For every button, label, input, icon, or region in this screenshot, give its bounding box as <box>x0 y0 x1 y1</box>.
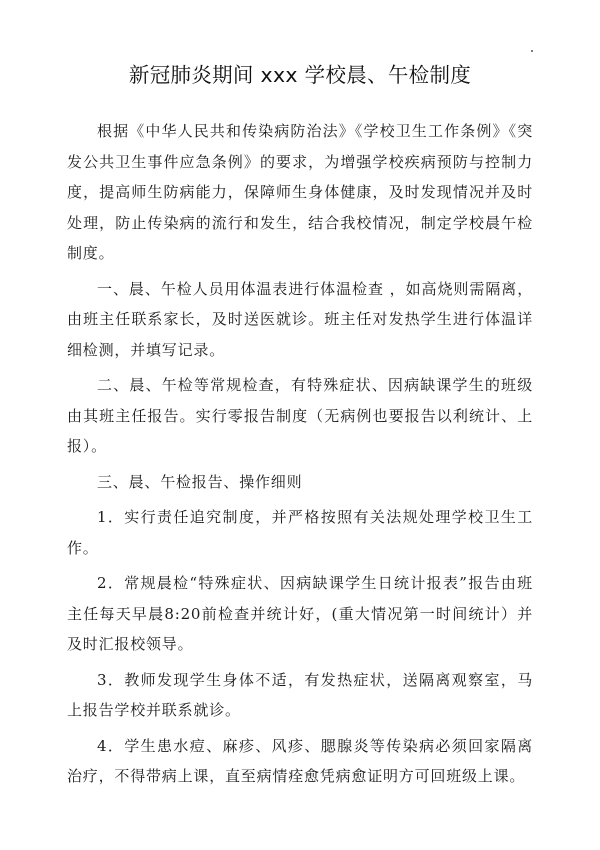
paragraph-item-2: 2．常规晨检“特殊症状、因病缺课学生日统计报表”报告由班主任每天早晨8:20前检查并统计好，(重大情况第一时间统计）并及时汇报校领导。 <box>67 574 533 653</box>
paragraph-item-1: 1．实行责任追究制度，并严格按照有关法规处理学校卫生工作。 <box>67 508 533 557</box>
paragraph-section-1: 一、晨、午检人员用体温表进行体温检查 ，如高烧则需隔离，由班主任联系家长，及时送医就诊。班主任对发热学生进行体温详细检测，并填写记录。 <box>67 279 533 359</box>
paragraph-item-3: 3．教师发现学生身体不适，有发热症状，送隔离观察室，马上报告学校并联系就诊。 <box>67 670 533 719</box>
document-title: 新冠肺炎期间 xxx 学校晨、午检制度 <box>128 63 472 87</box>
paragraph-section-2: 二、晨、午检等常规检查，有特殊症状、因病缺课学生的班级由其班主任报告。实行零报告制度（无病例也要报告以利统计、上报）。 <box>67 376 533 455</box>
paragraph-section-3-heading: 三、晨、午检报告、操作细则 <box>97 472 303 491</box>
paragraph-intro: 根据《中华人民共和传染病防治法》《学校卫生工作条例》《突发公共卫生事件应急条例》的要求，为增强学校疾病预防与控制力度，提高师生防病能力，保障师生身体健康，及时发现情况并及时处理，防止传染病的流行和发生，结合我校情况，制定学校晨午检制度。 <box>67 122 533 262</box>
document-body <box>67 116 533 792</box>
speck-mark <box>531 50 533 52</box>
paragraph-item-4: 4．学生患水痘、麻疹、风疹、腮腺炎等传染病必须回家隔离治疗，不得带病上课，直至病情痊愈凭病愈证明方可回班级上课。 <box>67 736 533 785</box>
